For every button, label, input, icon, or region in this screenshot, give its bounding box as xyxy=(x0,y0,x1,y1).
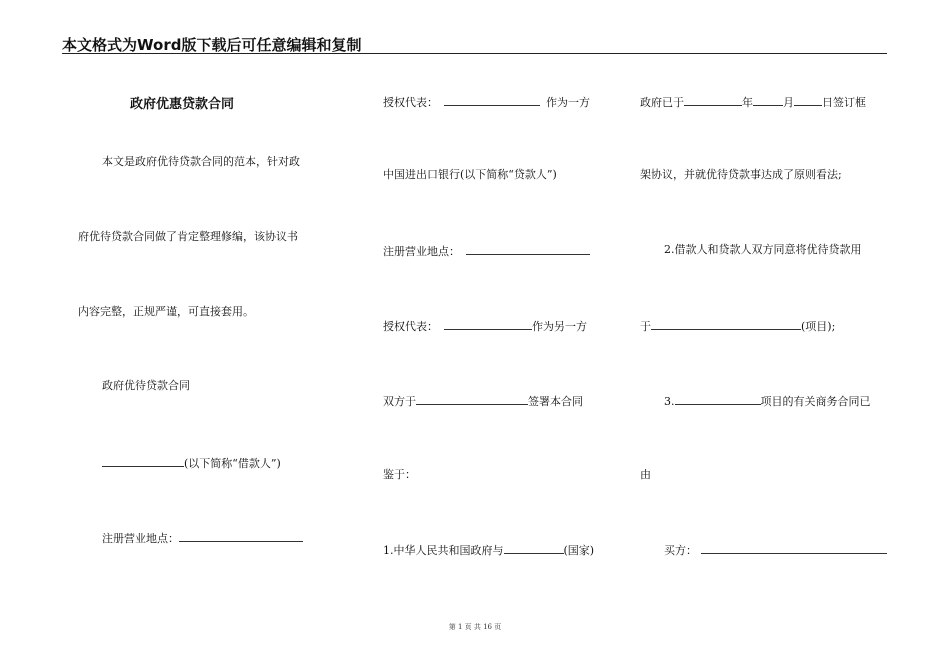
whereas-line: 鉴于： xyxy=(383,468,416,481)
borrower-rep-label: 授权代表： xyxy=(383,96,438,109)
lender-address-blank xyxy=(466,243,590,255)
lender-rep-suffix: 作为另一方 xyxy=(532,320,587,333)
lender-rep-line xyxy=(383,318,587,334)
buyer-blank xyxy=(701,542,887,554)
borrower-suffix: (以下简称“借款人”) xyxy=(184,457,281,470)
clause-1-line xyxy=(383,542,594,558)
borrower-address-blank xyxy=(179,530,303,542)
intro-line-3: 内容完整，正规严谨，可直接套用。 xyxy=(78,305,254,318)
buyer-label: 买方： xyxy=(664,544,697,557)
loan-use-prefix: 于 xyxy=(640,320,651,333)
clause-2-line: 2.借款人和贷款人双方同意将优待贷款用 xyxy=(664,243,862,256)
signing-line xyxy=(383,393,583,409)
loan-use-line xyxy=(640,318,835,334)
clause-3-blank xyxy=(675,393,761,405)
buyer-line xyxy=(664,542,887,558)
by-line: 由 xyxy=(640,468,651,481)
lender-rep-blank xyxy=(444,318,532,330)
borrower-blank xyxy=(102,455,184,467)
lender-address-label: 注册营业地点： xyxy=(383,245,460,258)
page-footer: 第 1 页 共 16 页 xyxy=(448,623,502,631)
clause-1-blank xyxy=(504,542,564,554)
borrower-address-line xyxy=(102,530,303,546)
lender-rep-label: 授权代表： xyxy=(383,320,438,333)
borrower-line xyxy=(102,455,281,471)
signing-prefix: 双方于 xyxy=(383,395,416,408)
lender-address-line xyxy=(383,243,590,259)
clause-3-prefix: 3. xyxy=(664,395,675,408)
year-label: 年 xyxy=(742,96,753,109)
gov-prefix: 政府已于 xyxy=(640,96,684,109)
intro-line-2: 府优待贷款合同做了肯定整理修编，该协议书 xyxy=(78,230,298,243)
lender-line: 中国进出口银行(以下简称“贷款人”) xyxy=(383,168,557,181)
day-suffix: 日签订框 xyxy=(822,96,866,109)
loan-use-suffix: (项目); xyxy=(801,320,836,333)
contract-title: 政府优惠贷款合同 xyxy=(130,97,235,112)
signing-suffix: 签署本合同 xyxy=(528,395,583,408)
borrower-rep-suffix: 作为一方 xyxy=(546,96,590,109)
day-blank xyxy=(794,94,822,106)
intro-line-1: 本文是政府优待贷款合同的范本，针对政 xyxy=(102,155,300,168)
loan-use-blank xyxy=(651,318,801,330)
clause-1-prefix: 1.中华人民共和国政府与 xyxy=(383,544,504,557)
borrower-rep-line xyxy=(383,94,590,110)
borrower-rep-blank xyxy=(444,94,540,106)
framework-line: 架协议，并就优待贷款事达成了原则看法; xyxy=(640,168,842,181)
month-blank xyxy=(753,94,783,106)
contract-name-line: 政府优待贷款合同 xyxy=(102,379,190,392)
month-label: 月 xyxy=(783,96,794,109)
document-header-title: 本文格式为Word版下载后可任意编辑和复制 xyxy=(62,36,362,54)
year-blank xyxy=(684,94,742,106)
clause-3-line xyxy=(664,393,871,409)
header-divider xyxy=(62,53,887,54)
clause-1-suffix: (国家) xyxy=(563,544,595,557)
borrower-address-label: 注册营业地点： xyxy=(102,532,179,545)
signing-blank xyxy=(416,393,528,405)
framework-date-line xyxy=(640,94,866,110)
clause-3-suffix: 项目的有关商务合同已 xyxy=(760,395,871,408)
